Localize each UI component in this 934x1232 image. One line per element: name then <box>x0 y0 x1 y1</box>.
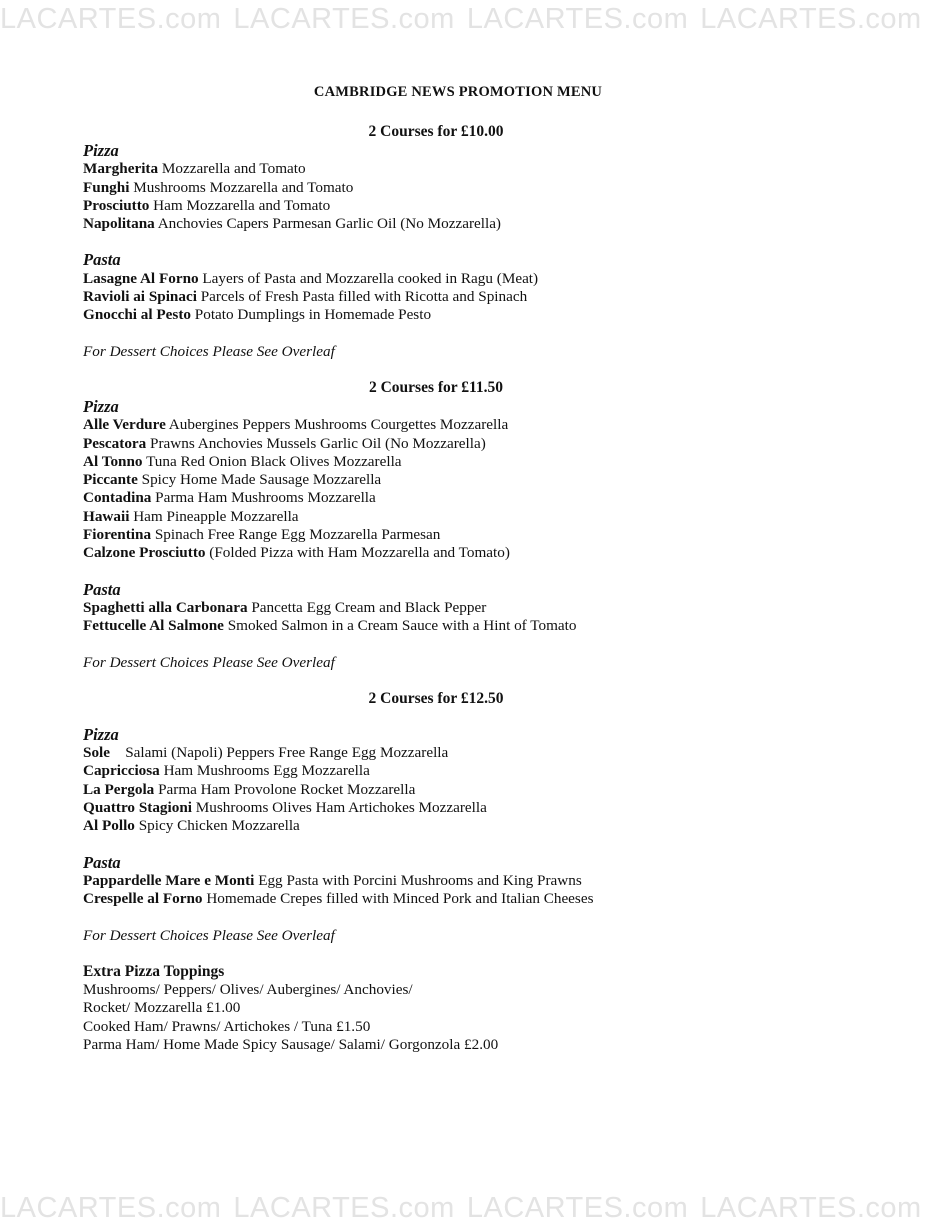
watermark-text: LACARTES.com <box>466 1192 689 1224</box>
category-pizza: Pizza <box>83 724 119 744</box>
item-desc: Smoked Salmon in a Cream Sauce with a Hint of Tomato <box>227 617 577 635</box>
menu-item <box>83 471 843 489</box>
item-desc: Aubergines Peppers Mushrooms Courgettes Mozzarella <box>168 416 509 434</box>
watermark-text: LACARTES.com <box>700 1192 922 1224</box>
menu-section-12-50 <box>83 690 843 963</box>
item-name: Spaghetti alla Carbonara <box>83 598 248 616</box>
menu-item <box>83 890 843 908</box>
item-name: Ravioli ai Spinaci <box>83 288 197 306</box>
item-desc: Anchovies Capers Parmesan Garlic Oil (No Mozzarella) <box>157 215 501 233</box>
item-desc: Homemade Crepes filled with Minced Pork and Italian Cheeses <box>206 890 594 908</box>
menu-item <box>83 617 843 635</box>
item-name: Pappardelle Mare e Monti <box>83 871 255 889</box>
item-desc: Salami (Napoli) Peppers Free Range Egg Mozzarella <box>125 744 449 762</box>
item-desc: Mushrooms Olives Ham Artichokes Mozzarella <box>195 799 487 817</box>
menu-item <box>83 306 843 324</box>
menu-item <box>83 526 843 544</box>
dessert-note: For Dessert Choices Please See Overleaf <box>83 342 335 360</box>
menu-section-11-50 <box>83 379 843 690</box>
price-heading: 2 Courses for £12.50 <box>368 689 504 707</box>
extra-toppings <box>83 963 843 1054</box>
menu-item <box>83 197 843 215</box>
item-name: Hawaii <box>83 507 130 525</box>
price-heading: 2 Courses for £10.00 <box>368 123 504 140</box>
item-desc: Prawns Anchovies Mussels Garlic Oil (No Mozzarella) <box>150 434 486 452</box>
item-desc: Parma Ham Provolone Rocket Mozzarella <box>158 780 416 798</box>
watermark-top <box>0 3 922 43</box>
watermark-text: LACARTES.com <box>0 3 222 35</box>
item-desc: (Folded Pizza with Ham Mozzarella and Tomato) <box>209 544 510 562</box>
item-name: Gnocchi al Pesto <box>83 306 191 324</box>
item-name: Margherita <box>83 160 159 178</box>
menu-item <box>83 872 843 890</box>
menu-item <box>83 270 843 288</box>
menu-item <box>83 215 843 233</box>
item-desc: Mozzarella and Tomato <box>161 160 306 178</box>
menu-item <box>83 179 843 197</box>
item-name: Prosciutto <box>83 196 150 214</box>
watermark-text: LACARTES.com <box>233 3 455 35</box>
item-name: Fettucelle Al Salmone <box>83 617 224 635</box>
item-desc: Mushrooms Mozzarella and Tomato <box>133 178 354 196</box>
item-name: Piccante <box>83 471 138 489</box>
item-desc: Egg Pasta with Porcini Mushrooms and King Prawns <box>258 871 582 889</box>
menu-item <box>83 781 843 799</box>
toppings-title: Extra Pizza Toppings <box>83 962 225 980</box>
category-pizza: Pizza <box>83 141 119 160</box>
price-heading: 2 Courses for £11.50 <box>368 378 504 396</box>
item-desc: Parcels of Fresh Pasta filled with Ricotta and Spinach <box>200 288 528 306</box>
menu-item <box>83 799 843 817</box>
item-name: Alle Verdure <box>83 416 166 434</box>
dessert-note: For Dessert Choices Please See Overleaf <box>83 653 335 671</box>
item-name: Contadina <box>83 489 152 507</box>
topping-line: Cooked Ham/ Prawns/ Artichokes / Tuna £1.50 <box>83 1017 371 1035</box>
item-desc: Ham Mozzarella and Tomato <box>153 196 331 214</box>
watermark-text: LACARTES.com <box>466 3 689 35</box>
item-desc: Potato Dumplings in Homemade Pesto <box>194 306 432 324</box>
menu-item <box>83 453 843 471</box>
topping-line: Mushrooms/ Peppers/ Olives/ Aubergines/ Anchovies/ <box>83 981 413 999</box>
item-desc: Pancetta Egg Cream and Black Pepper <box>251 598 487 616</box>
item-name: Sole <box>83 744 111 762</box>
menu-item <box>83 599 843 617</box>
item-desc: Layers of Pasta and Mozzarella cooked in Ragu (Meat) <box>202 269 539 287</box>
item-name: Pescatora <box>83 434 147 452</box>
item-name: Al Tonno <box>83 452 143 470</box>
item-desc: Tuna Red Onion Black Olives Mozzarella <box>146 452 402 470</box>
item-name: Calzone Prosciutto <box>83 544 206 562</box>
item-name: Al Pollo <box>83 817 135 835</box>
menu-item <box>83 744 843 762</box>
item-name: La Pergola <box>83 780 155 798</box>
category-pizza: Pizza <box>83 396 119 416</box>
item-desc: Spicy Home Made Sausage Mozzarella <box>141 471 382 489</box>
item-desc: Parma Ham Mushrooms Mozzarella <box>155 489 376 507</box>
menu-item <box>83 435 843 453</box>
item-name: Funghi <box>83 178 130 196</box>
menu-item <box>83 508 843 526</box>
item-name: Crespelle al Forno <box>83 890 203 908</box>
category-pasta: Pasta <box>83 579 121 599</box>
menu-item <box>83 817 843 835</box>
topping-line: Parma Ham/ Home Made Spicy Sausage/ Salami/ Gorgonzola £2.00 <box>83 1035 499 1053</box>
item-name: Fiorentina <box>83 526 152 544</box>
item-name: Lasagne Al Forno <box>83 269 199 287</box>
item-name: Napolitana <box>83 215 155 233</box>
category-pasta: Pasta <box>83 250 121 270</box>
item-name: Quattro Stagioni <box>83 799 192 817</box>
menu-item <box>83 544 843 562</box>
menu-section-10 <box>83 123 843 379</box>
watermark-text: LACARTES.com <box>233 1192 455 1224</box>
dessert-note: For Dessert Choices Please See Overleaf <box>83 926 335 944</box>
menu-item <box>83 416 843 434</box>
item-desc: Spinach Free Range Egg Mozzarella Parmesan <box>154 526 441 544</box>
menu-title: CAMBRIDGE NEWS PROMOTION MENU <box>313 84 603 100</box>
category-pasta: Pasta <box>83 852 121 872</box>
topping-line: Rocket/ Mozzarella £1.00 <box>83 999 241 1017</box>
item-desc: Spicy Chicken Mozzarella <box>138 817 300 835</box>
menu-document <box>83 84 843 1054</box>
menu-item <box>83 489 843 507</box>
menu-item <box>83 288 843 306</box>
item-desc: Ham Pineapple Mozzarella <box>133 507 299 525</box>
watermark-text: LACARTES.com <box>700 3 922 35</box>
menu-item <box>83 160 843 178</box>
menu-item <box>83 762 843 780</box>
item-name: Capricciosa <box>83 762 160 780</box>
watermark-text: LACARTES.com <box>0 1192 222 1224</box>
item-desc: Ham Mushrooms Egg Mozzarella <box>163 762 370 780</box>
watermark-bottom <box>0 1192 922 1232</box>
